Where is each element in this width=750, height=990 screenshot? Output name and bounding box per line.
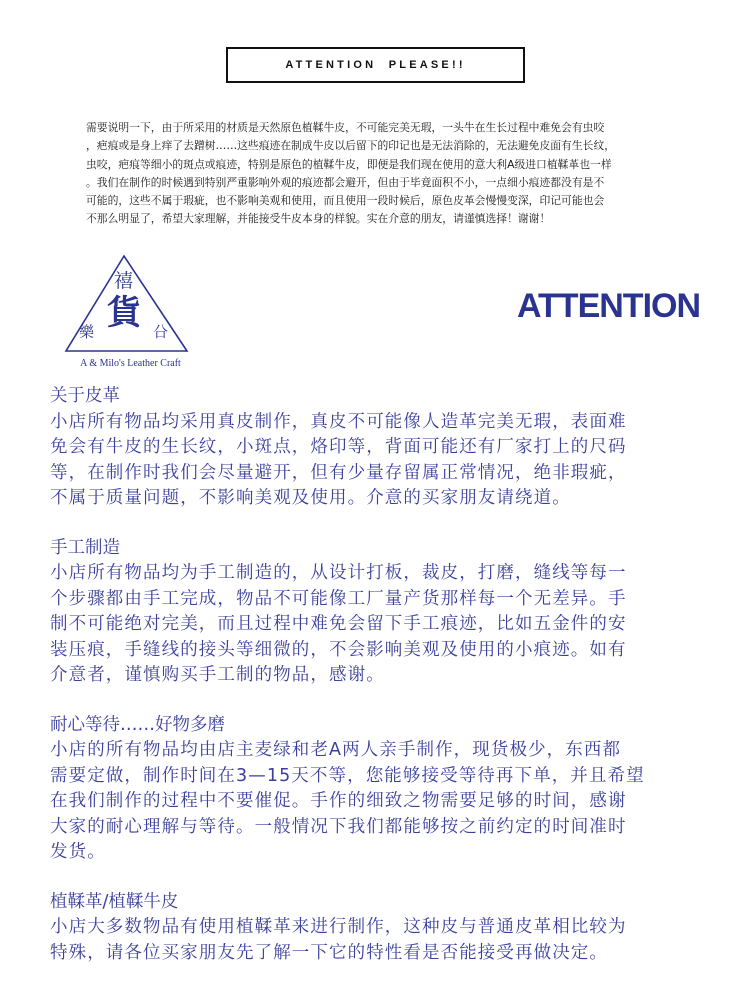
policy-sections [50,384,710,990]
section-line: 制不可能绝对完美，而且过程中难免会留下手工痕迹，比如五金件的安 [50,614,627,634]
section-line: 发货。 [50,842,106,862]
notice-line: 虫咬，疤痕等细小的斑点或痕迹，特别是原色的植鞣牛皮，即便是我们现在使用的意大利A级进口植鞣革也一样 [86,157,612,171]
logo-char-top: 禧 [114,270,134,292]
section-line: 大家的耐心理解与等待。一般情况下我们都能够按之前约定的时间准时 [50,816,627,837]
notice-line: ，疤痕或是身上痒了去蹭树……这些痕迹在制成牛皮以后留下的印记也是无法消除的，无法避免皮面有生长纹， [86,139,616,153]
section-line: 需要定做，制作时间在3—15天不等，您能够接受等待再下单，并且希望 [50,765,645,786]
section-title: 耐心等待……好物多磨 [50,714,225,735]
section-title: 植鞣革/植鞣牛皮 [50,891,179,912]
section-title: 关于皮革 [50,386,120,406]
leather-notice [86,119,671,229]
section-line: 等，在制作时我们会尽量避开，但有少量存留属正常情况，绝非瑕疵， [50,462,627,483]
section-handmade [50,536,710,689]
notice-line: 需要说明一下，由于所采用的材质是天然原色植鞣牛皮，不可能完美无瑕，一头牛在生长过程中难免会有虫咬 [86,121,605,134]
attention-heading: ATTENTION [517,287,701,325]
section-line: 小店所有物品均为手工制造的，从设计打板，裁皮，打磨，缝线等每一 [50,563,627,583]
logo-char-center: 貨 [107,293,141,333]
section-line: 在我们制作的过程中不要催促。手作的细致之物需要足够的时间，感谢 [50,791,627,811]
section-line: 特殊，请各位买家朋友先了解一下它的特性看是否能接受再做决定。 [50,942,608,963]
notice-line: 。我们在制作的时候遇到特别严重影响外观的痕迹都会避开，但由于毕竟面积不小，一点细小痕迹都没有是不 [86,175,605,189]
attention-banner-title: ATTENTION PLEASE!! [285,59,466,71]
logo-char-left: 樂 [79,323,95,341]
section-title: 手工制造 [50,537,120,558]
section-line: 免会有牛皮的生长纹，小斑点，烙印等，背面可能还有厂家打上的尺码 [50,437,627,457]
section-line: 个步骤都由手工完成，物品不可能像工厂量产货那样每一个无差异。手 [50,588,627,609]
logo-caption: A & Milo's Leather Craft [80,358,181,369]
notice-line: 可能的，这些不属于瑕疵，也不影响美观和使用，而且使用一段时候后，原色皮革会慢慢变深，印记可能也会 [86,194,605,208]
section-line: 小店大多数物品有使用植鞣革来进行制作，这种皮与普通皮革相比较为 [50,917,627,937]
section-vegetable-tanned [50,890,710,967]
section-waiting [50,713,710,866]
section-line: 不属于质量问题，不影响美观及使用。介意的买家朋友请绕道。 [50,488,571,508]
section-leather [50,384,710,512]
section-line: 装压痕，手缝线的接头等细微的，不会影响美观及使用的小痕迹。如有 [50,639,627,660]
logo-char-right: 㕣 [153,323,169,341]
section-line: 介意者，谨慎购买手工制的物品，感谢。 [50,665,385,685]
brand-logo [58,250,203,375]
section-line: 小店所有物品均采用真皮制作，真皮不可能像人造革完美无瑕，表面难 [50,411,627,432]
notice-line: 不那么明显了，希望大家理解，并能接受牛皮本身的样貌。实在介意的朋友，请谨慎选择！谢谢！ [86,212,551,226]
attention-banner [226,47,525,83]
section-line: 小店的所有物品均由店主麦绿和老A两人亲手制作，现货极少，东西都 [50,740,622,760]
